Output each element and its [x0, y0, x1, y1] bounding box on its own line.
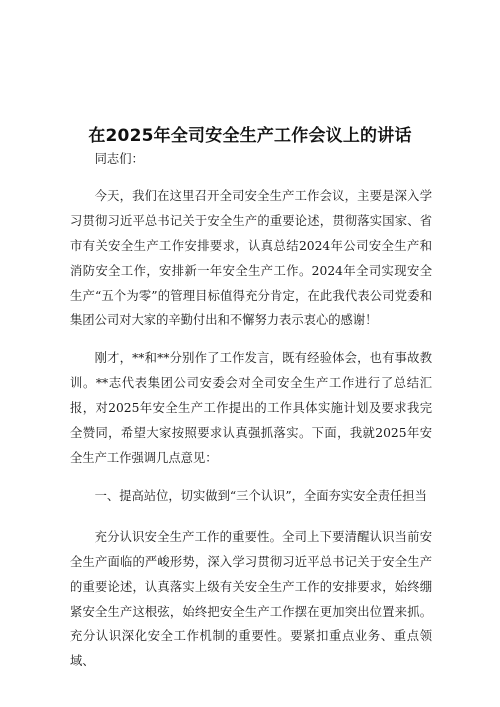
- section-heading-1: 一、提高站位，切实做到“三个认识”，全面夯实安全责任担当: [94, 488, 427, 503]
- greeting: 同志们：: [94, 152, 144, 166]
- paragraph-opening: 今天，我们在这里召开全司安全生产工作会议，主要是深入学习贯彻习近平总书记关于安全生产的重要论述，贯彻落实国家、省市有关安全生产工作安排要求，认真总结2024年公司安全生产和消防安全工作，安排新一年安全生产工作。2024年全司实现安全生产“五个为零”的管理目标值得充分肯定，在此我代表公司党委和集团公司对大家的辛勤付出和不懈努力表示衷心的感谢！: [70, 188, 432, 328]
- document-title: 在2025年全司安全生产工作会议上的讲话: [88, 126, 412, 146]
- paragraph-review: 刚才，**和**分别作了工作发言，既有经验体会，也有事故教训。**志代表集团公司安委会对全司安全生产工作进行了总结汇报，对2025年安全生产工作提出的工作具体实施计划及要求我完全赞同，希望大家按照要求认真强抓落实。下面，我就2025年安全生产工作强调几点意见：: [70, 351, 432, 465]
- paragraph-section-1: 充分认识安全生产工作的重要性。全司上下要清醒认识当前安全生产面临的严峻形势，深入学习贯彻习近平总书记关于安全生产的重要论述，认真落实上级有关安全生产工作的安排要求，始终绷紧安全生产这根弦，始终把安全生产工作摆在更加突出位置来抓。充分认识深化安全工作机制的重要性。要紧扣重点业务、重点领域、: [70, 529, 432, 669]
- document-body: [70, 147, 432, 674]
